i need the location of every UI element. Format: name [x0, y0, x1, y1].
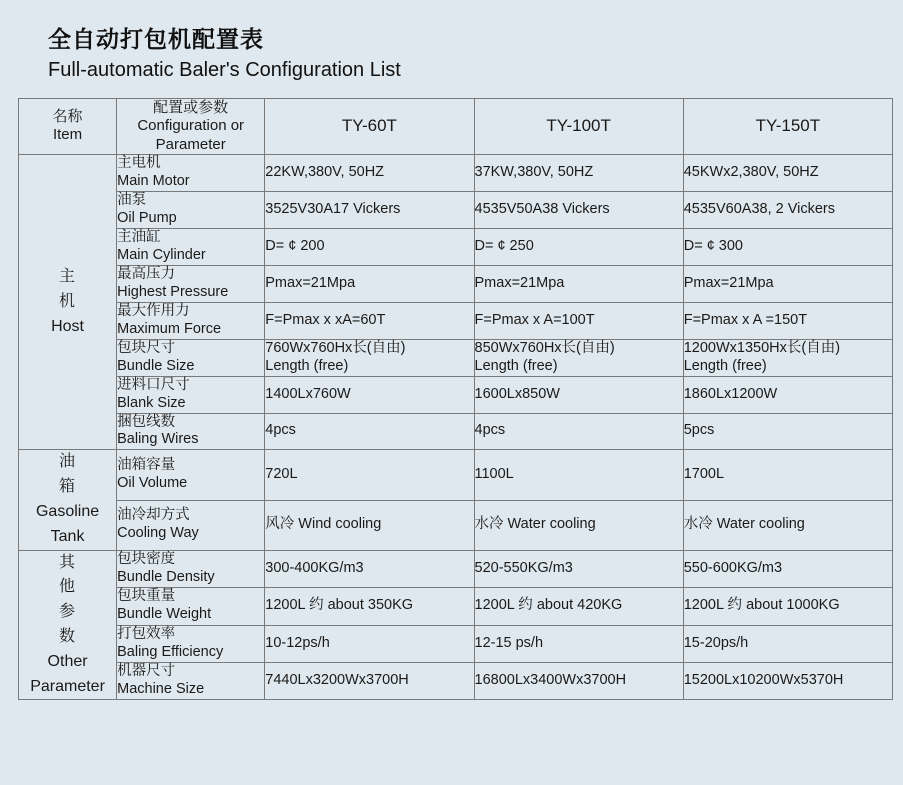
param-baling-wires-en: Baling Wires — [117, 431, 199, 448]
value-cell — [474, 662, 683, 699]
group-label-host — [19, 154, 117, 450]
value-cell — [474, 265, 683, 302]
value-text: 4535V50A38 Vickers — [474, 200, 610, 217]
param-machine-size — [117, 662, 265, 699]
value-text: 水冷 Water cooling — [474, 516, 596, 533]
header-parameter-en-line1: Configuration or — [137, 117, 245, 135]
param-baling-wires-cn: 捆包线数 — [117, 413, 176, 430]
header-item-en: Item — [52, 126, 83, 144]
param-bundle-weight-cn: 包块重量 — [117, 588, 176, 605]
group-label-other-cn-1: 其 — [59, 553, 77, 571]
param-blank-size-en: Blank Size — [117, 394, 186, 411]
value-text: 水冷 Water cooling — [683, 516, 805, 533]
group-label-gasoline-tank — [19, 450, 117, 550]
param-main-cylinder-en: Main Cylinder — [117, 246, 206, 263]
value-text-line2: Length (free) — [265, 357, 349, 374]
param-bundle-weight — [117, 588, 265, 625]
group-label-other-cn-2: 他 — [59, 578, 77, 596]
value-cell — [265, 625, 474, 662]
value-cell — [474, 191, 683, 228]
value-cell — [265, 228, 474, 265]
header-model-2: TY-100T — [474, 99, 683, 155]
value-cell — [474, 550, 683, 587]
header-parameter — [117, 99, 265, 155]
value-cell — [683, 302, 892, 339]
value-text: 12-15 ps/h — [474, 634, 544, 651]
param-oil-pump — [117, 191, 265, 228]
value-text: 1860Lx1200W — [683, 385, 778, 402]
value-text: 1200L 约 about 350KG — [265, 597, 414, 614]
value-cell — [265, 376, 474, 413]
group-label-tank-cn-1: 油 — [59, 453, 77, 471]
value-text: 3525V30A17 Vickers — [265, 200, 401, 217]
value-text: Pmax=21Mpa — [265, 274, 356, 291]
table-row — [19, 265, 893, 302]
table-row — [19, 413, 893, 450]
param-maximum-force-cn: 最大作用力 — [117, 302, 190, 319]
value-cell — [265, 265, 474, 302]
value-text: 4535V60A38, 2 Vickers — [683, 200, 836, 217]
param-highest-pressure — [117, 265, 265, 302]
value-cell — [683, 339, 892, 376]
table-row — [19, 154, 893, 191]
param-cooling-way-cn: 油冷却方式 — [117, 507, 190, 524]
value-text: 4pcs — [265, 422, 296, 439]
value-cell — [265, 339, 474, 376]
value-text: 5pcs — [683, 422, 715, 439]
table-row — [19, 339, 893, 376]
group-label-tank-en-2: Tank — [50, 527, 85, 545]
value-cell — [474, 588, 683, 625]
group-label-other-en-1: Other — [47, 652, 88, 670]
value-cell — [683, 413, 892, 450]
value-text: Pmax=21Mpa — [474, 274, 565, 291]
param-baling-efficiency — [117, 625, 265, 662]
value-text: 15-20ps/h — [683, 634, 749, 651]
table-row — [19, 191, 893, 228]
value-text: 风冷 Wind cooling — [265, 516, 382, 533]
value-cell — [683, 154, 892, 191]
param-machine-size-cn: 机器尺寸 — [117, 663, 176, 680]
value-cell — [474, 413, 683, 450]
value-text: F=Pmax x A =150T — [683, 311, 808, 328]
value-text: 37KW,380V, 50HZ — [474, 163, 594, 180]
table-row — [19, 302, 893, 339]
table-row — [19, 450, 893, 500]
value-text: 850Wx760Hx长(自由) — [474, 339, 615, 356]
param-bundle-density-cn: 包块密度 — [117, 550, 176, 567]
header-parameter-en-line2: Parameter — [155, 135, 226, 153]
param-baling-wires — [117, 413, 265, 450]
header-model-1: TY-60T — [265, 99, 474, 155]
value-text: D= ¢ 200 — [265, 237, 325, 254]
param-blank-size — [117, 376, 265, 413]
value-cell — [683, 500, 892, 550]
table-row — [19, 376, 893, 413]
value-text: 1400Lx760W — [265, 385, 351, 402]
value-cell — [265, 550, 474, 587]
param-bundle-density — [117, 550, 265, 587]
value-cell — [683, 228, 892, 265]
value-cell — [474, 450, 683, 500]
table-row — [19, 625, 893, 662]
param-maximum-force-en: Maximum Force — [117, 320, 222, 337]
group-label-host-cn-1: 主 — [59, 267, 77, 285]
page-title-en: Full-automatic Baler's Configuration List — [48, 59, 401, 82]
value-text: 10-12ps/h — [265, 634, 330, 651]
group-label-other-cn-4: 数 — [59, 628, 77, 646]
param-oil-pump-cn: 油泵 — [117, 191, 147, 208]
param-cooling-way-en: Cooling Way — [117, 525, 199, 542]
value-cell — [683, 376, 892, 413]
header-item-cn: 名称 — [52, 108, 83, 126]
value-text: 1200L 约 about 420KG — [474, 597, 623, 614]
param-bundle-density-en: Bundle Density — [117, 568, 215, 585]
table-row — [19, 588, 893, 625]
value-text: 4pcs — [474, 422, 506, 439]
value-cell — [683, 450, 892, 500]
value-text: 520-550KG/m3 — [474, 559, 573, 576]
param-oil-volume-en: Oil Volume — [117, 474, 188, 491]
value-cell — [683, 625, 892, 662]
param-bundle-size-en: Bundle Size — [117, 357, 195, 374]
value-text: 1200L 约 about 1000KG — [683, 597, 840, 614]
value-text-line2: Length (free) — [683, 357, 767, 374]
value-cell — [474, 376, 683, 413]
param-blank-size-cn: 进料口尺寸 — [117, 376, 190, 393]
value-text: 15200Lx10200Wx5370H — [683, 672, 844, 689]
value-text: D= ¢ 250 — [474, 237, 534, 254]
value-cell — [265, 662, 474, 699]
value-text-line2: Length (free) — [474, 357, 558, 374]
value-text: 1200Wx1350Hx长(自由) — [683, 339, 841, 356]
value-cell — [683, 550, 892, 587]
value-cell — [474, 302, 683, 339]
param-main-motor-en: Main Motor — [117, 172, 190, 189]
value-text: Pmax=21Mpa — [683, 274, 774, 291]
value-cell — [683, 191, 892, 228]
value-text: 760Wx760Hx长(自由) — [265, 339, 406, 356]
value-text: 1100L — [474, 466, 514, 482]
value-text: 300-400KG/m3 — [265, 559, 364, 576]
value-cell — [474, 154, 683, 191]
configuration-table — [18, 98, 893, 700]
page-title-cn: 全自动打包机配置表 — [48, 26, 264, 52]
value-cell — [683, 265, 892, 302]
group-label-host-cn-2: 机 — [59, 292, 77, 310]
value-text: D= ¢ 300 — [683, 237, 743, 254]
param-bundle-weight-en: Bundle Weight — [117, 606, 212, 623]
value-text: 1700L — [683, 466, 725, 482]
param-bundle-size-cn: 包块尺寸 — [117, 339, 176, 356]
param-highest-pressure-en: Highest Pressure — [117, 283, 229, 300]
title-block — [14, 24, 889, 84]
param-maximum-force — [117, 302, 265, 339]
value-cell — [474, 339, 683, 376]
table-row — [19, 228, 893, 265]
param-main-cylinder-cn: 主油缸 — [117, 228, 161, 245]
value-cell — [265, 500, 474, 550]
param-machine-size-en: Machine Size — [117, 681, 205, 698]
value-cell — [474, 625, 683, 662]
value-cell — [265, 413, 474, 450]
value-cell — [265, 154, 474, 191]
param-main-motor-cn: 主电机 — [117, 154, 161, 171]
group-label-other-en-2: Parameter — [30, 677, 105, 695]
value-text: 16800Lx3400Wx3700H — [474, 672, 627, 689]
value-text: 550-600KG/m3 — [683, 559, 783, 576]
value-text: F=Pmax x A=100T — [474, 311, 595, 328]
param-baling-efficiency-cn: 打包效率 — [117, 625, 176, 642]
group-label-host-en: Host — [51, 317, 84, 335]
group-label-tank-en-1: Gasoline — [35, 503, 100, 521]
header-parameter-cn: 配置或参数 — [153, 99, 229, 117]
param-main-cylinder — [117, 228, 265, 265]
value-text: 720L — [265, 466, 298, 482]
value-text: F=Pmax x xA=60T — [265, 311, 386, 328]
param-bundle-size — [117, 339, 265, 376]
group-label-tank-cn-2: 箱 — [59, 478, 77, 496]
param-main-motor — [117, 154, 265, 191]
value-cell — [683, 662, 892, 699]
value-cell — [474, 228, 683, 265]
value-cell — [265, 450, 474, 500]
param-oil-pump-en: Oil Pump — [117, 209, 177, 226]
header-item — [19, 99, 117, 155]
value-cell — [265, 191, 474, 228]
value-cell — [265, 588, 474, 625]
param-oil-volume-cn: 油箱容量 — [117, 457, 176, 474]
param-cooling-way — [117, 500, 265, 550]
value-cell — [683, 588, 892, 625]
table-row — [19, 550, 893, 587]
value-text: 1600Lx850W — [474, 385, 560, 402]
value-text: 7440Lx3200Wx3700H — [265, 672, 409, 689]
table-header-row — [19, 99, 893, 155]
table-row — [19, 662, 893, 699]
value-text: 22KW,380V, 50HZ — [265, 163, 385, 180]
value-cell — [474, 500, 683, 550]
param-baling-efficiency-en: Baling Efficiency — [117, 643, 224, 660]
group-label-other-cn-3: 参 — [59, 603, 77, 621]
value-cell — [265, 302, 474, 339]
value-text: 45KWx2,380V, 50HZ — [683, 163, 819, 180]
header-model-3: TY-150T — [683, 99, 892, 155]
group-label-other-parameter — [19, 550, 117, 700]
param-oil-volume — [117, 450, 265, 500]
param-highest-pressure-cn: 最高压力 — [117, 265, 176, 282]
table-row — [19, 500, 893, 550]
